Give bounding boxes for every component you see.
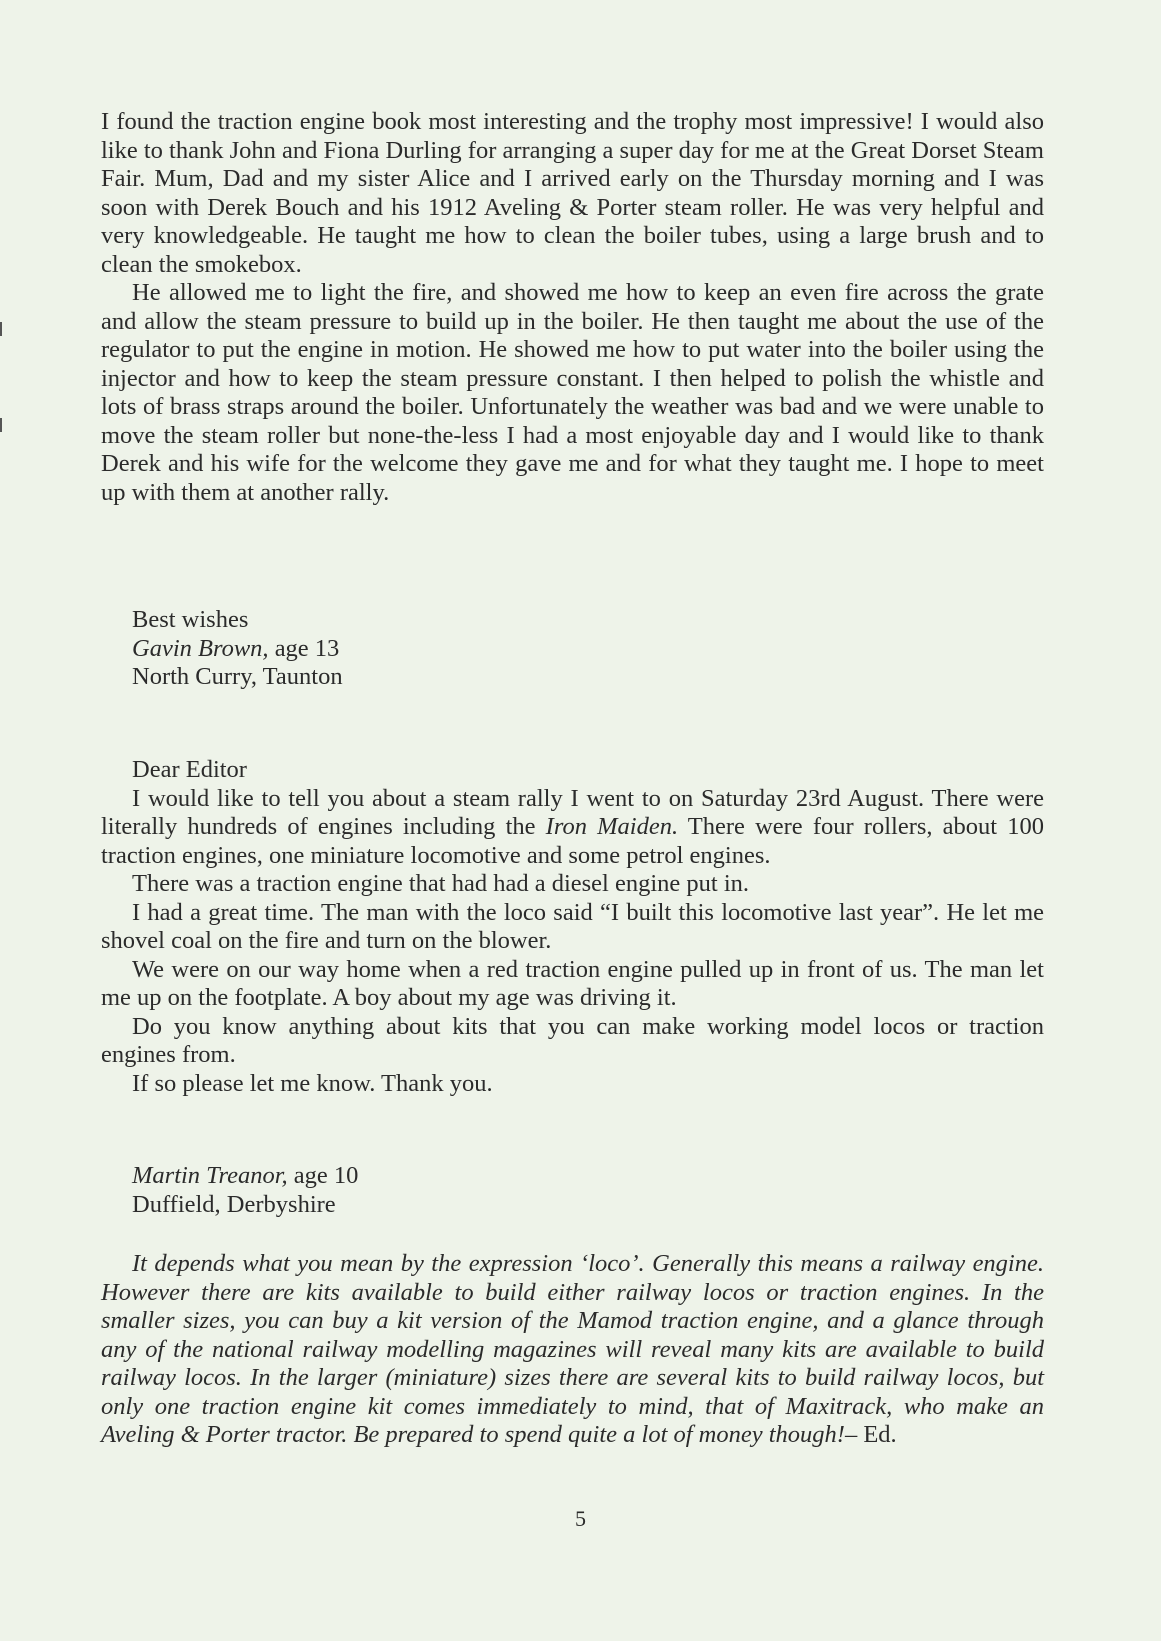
- letter-paragraph: I found the traction engine book most interesting and the trophy most impressive! I would also like to thank John and Fiona Durling for arranging a super day for me at the Great Dorset Steam Fair. Mum, Dad and my sister Alice and I arrived early on the Thursday morning and I was soon with Derek Bouch and his 1912 Aveling & Porter steam roller. He was very helpful and very knowledgeable. He taught me how to clean the boiler tubes, using a large brush and to clean the smokebox.: [101, 108, 1044, 278]
- letter-paragraph: We were on our way home when a red traction engine pulled up in front of us. The man let me up on the footplate. A boy about my age was driving it.: [101, 955, 1044, 1011]
- binding-mark: [0, 418, 2, 432]
- reply-text: It depends what you mean by the expression ‘loco’. Generally this means a railway engine. However there are kits available to build either railway locos or traction engines. In the smaller sizes, you can buy a kit version of the Mamod traction engine, and a glance through any of the national railway modelling magazines will reveal many kits are available to build railway locos. In the larger (miniature) sizes there are several kits to build railway locos, but only one traction engine kit comes immediately to mind, that of Maxitrack, who make an Aveling & Porter tractor. Be prepared to spend quite a lot of money though!–: [101, 1250, 1044, 1448]
- letter-paragraph: Do you know anything about kits that you can make working model locos or traction engines from.: [101, 1012, 1044, 1068]
- signature-martin: [101, 1162, 1075, 1219]
- letter-paragraph: I had a great time. The man with the loco said “I built this locomotive last year”. He let me shovel coal on the fire and turn on the blower.: [101, 898, 1044, 954]
- binding-mark: [0, 322, 2, 336]
- engine-name: Iron Maiden.: [545, 813, 679, 840]
- page-number: 5: [575, 1506, 586, 1531]
- signature-gavin: [101, 606, 1075, 692]
- letter-martin: [101, 756, 1044, 1098]
- letter-text: I would like to tell you about a steam rally I went to on Saturday 23rd August. There were literally hundreds of engines including the: [101, 784, 1044, 840]
- letter-paragraph: If so please let me know. Thank you.: [132, 1069, 493, 1097]
- editor-reply: [101, 1250, 1044, 1450]
- letter-gavin: [101, 108, 1044, 507]
- closing: Best wishes: [132, 606, 249, 633]
- editor-sign: Ed.: [857, 1421, 897, 1448]
- author-location: Duffield, Derbyshire: [132, 1190, 336, 1218]
- letter-paragraph: [101, 785, 1044, 871]
- letter-paragraph: There was a traction engine that had had a diesel engine put in.: [132, 870, 750, 897]
- salutation: Dear Editor: [132, 756, 247, 783]
- author-name: Martin Treanor,: [132, 1162, 288, 1189]
- letter-paragraph: He allowed me to light the fire, and showed me how to keep an even fire across the grate and allow the steam pressure to build up in the boiler. He then taught me about the use of the regulator to put the engine in motion. He showed me how to put water into the boiler using the injector and how to keep the steam pressure constant. I then helped to polish the whistle and lots of brass straps around the boiler. Unfortunately the weather was bad and we were unable to move the steam roller but none-the-less I had a most enjoyable day and I would like to thank Derek and his wife for the welcome they gave me and for what they taught me. I hope to meet up with them at another rally.: [101, 279, 1044, 506]
- author-name: Gavin Brown,: [132, 634, 269, 662]
- letter-text: There were four rollers, about 100 traction engines, one miniature locomotive and some petrol engines.: [101, 813, 1045, 869]
- author-age: age 10: [287, 1162, 359, 1189]
- author-location: North Curry, Taunton: [132, 663, 343, 690]
- author-age: age 13: [268, 634, 340, 662]
